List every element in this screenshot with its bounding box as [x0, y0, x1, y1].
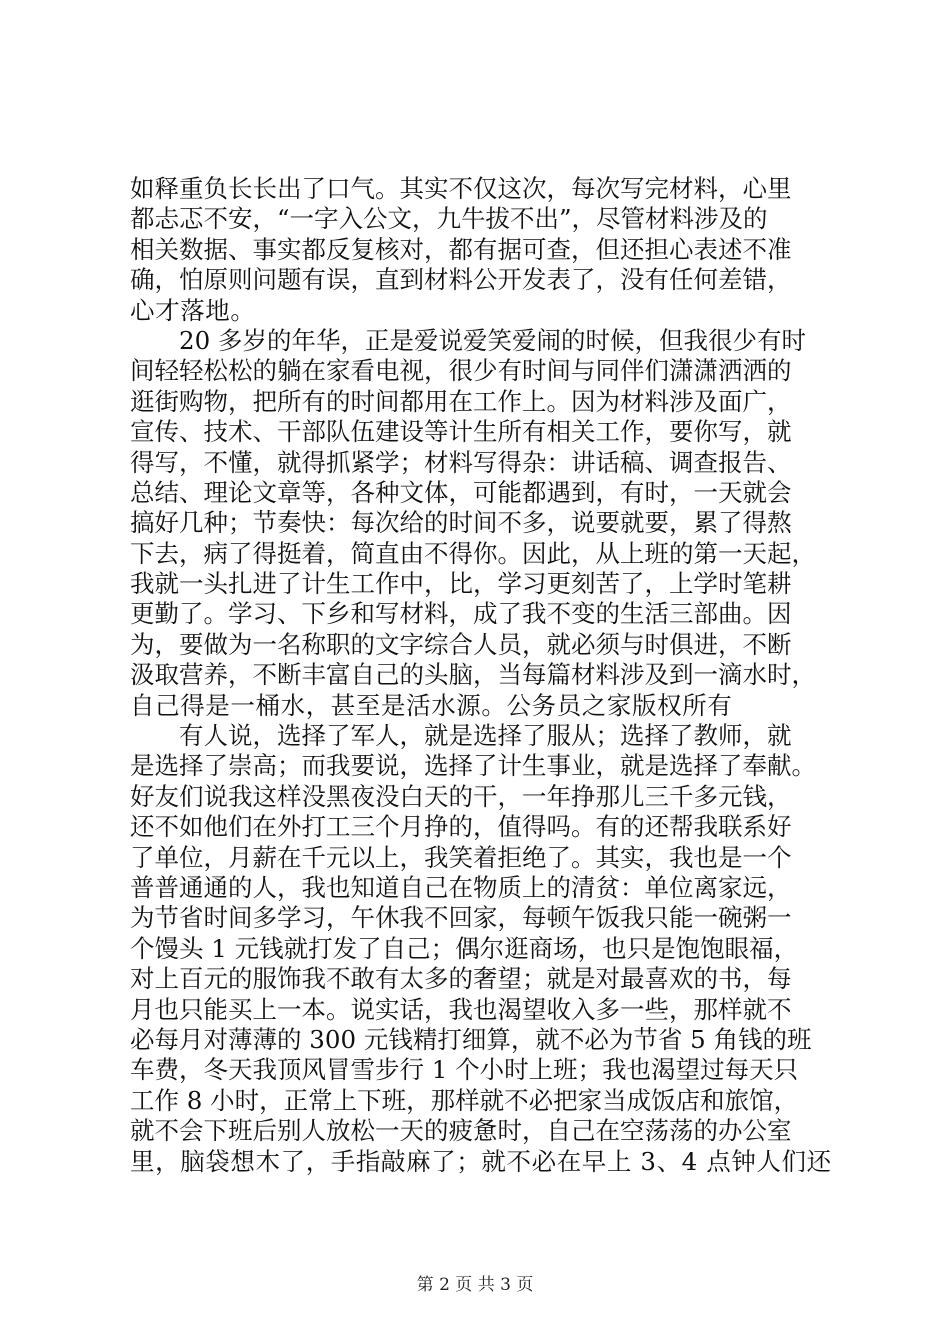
- text-line: 如释重负长长出了口气。其实不仅这次，每次写完材料，心里: [130, 174, 792, 203]
- text-line: 还不如他们在外打工三个月挣的，值得吗。有的还帮我联系好: [130, 812, 792, 842]
- text-line: 宣传、技术、干部队伍建设等计生所有相关工作，要你写，就: [130, 417, 792, 447]
- text-line: 是选择了崇高；而我要说，选择了计生事业，就是选择了奉献。: [130, 751, 816, 781]
- text-line: 普普通通的人，我也知道自己在物质上的清贫：单位离家远，: [130, 872, 792, 902]
- text-line: 月也只能买上一本。说实话，我也渴望收入多一些，那样就不: [130, 994, 792, 1024]
- page-footer: 第 2 页 共 3 页: [416, 1275, 534, 1295]
- text-line: 下去，病了得挺着，简直由不得你。因此，从上班的第一天起，: [130, 538, 816, 568]
- text-line: 为，要做为一名称职的文字综合人员，就必须与时俱进，不断: [130, 629, 792, 659]
- body-text: [130, 174, 846, 1177]
- text-line: 对上百元的服饰我不敢有太多的奢望；就是对最喜欢的书，每: [130, 964, 792, 994]
- text-line: 得写，不懂，就得抓紧学；材料写得杂：讲话稿、调查报告、: [130, 447, 792, 477]
- text-line: 里，脑袋想木了，手指敲麻了；就不必在早上 3、4 点钟人们还: [130, 1146, 832, 1176]
- text-line: 总结、理论文章等，各种文体，可能都遇到，有时，一天就会: [130, 477, 792, 507]
- text-line: 我就一头扎进了计生工作中，比，学习更刻苦了，上学时笔耕: [130, 569, 792, 599]
- text-line: 20 多岁的年华，正是爱说爱笑爱闹的时候，但我很少有时: [179, 325, 806, 355]
- text-line: 个馒头 1 元钱就打发了自己；偶尔逛商场，也只是饱饱眼福，: [130, 933, 799, 963]
- text-line: 车费，冬天我顶风冒雪步行 1 个小时上班；我也渴望过每天只: [130, 1055, 799, 1085]
- text-line: 好友们说我这样没黑夜没白天的干，一年挣那儿三千多元钱，: [130, 781, 792, 811]
- text-line: 心才落地。: [130, 295, 256, 325]
- text-line: 间轻轻松松的躺在家看电视，很少有时间与同伴们潇潇洒洒的: [130, 356, 792, 386]
- text-line: 就不会下班后别人放松一天的疲惫时，自己在空荡荡的办公室: [130, 1116, 792, 1146]
- text-line: 有人说，选择了军人，就是选择了服从；选择了教师，就: [179, 721, 792, 751]
- text-line: 自己得是一桶水，甚至是活水源。公务员之家版权所有: [130, 690, 733, 720]
- text-line: 工作 8 小时，正常上下班，那样就不必把家当成饭店和旅馆，: [130, 1085, 799, 1115]
- text-line: 了单位，月薪在千元以上，我笑着拒绝了。其实，我也是一个: [130, 842, 792, 872]
- text-line: 确，怕原则问题有误，直到材料公开发表了，没有任何差错，: [130, 265, 792, 295]
- text-line: 搞好几种；节奏快：每次给的时间不多，说要就要，累了得熬: [130, 508, 792, 538]
- text-line: 汲取营养，不断丰富自己的头脑，当每篇材料涉及到一滴水时，: [130, 660, 816, 690]
- text-line: 必每月对薄薄的 300 元钱精打细算，就不必为节省 5 角钱的班: [130, 1024, 812, 1054]
- text-line: 更勤了。学习、下乡和写材料，成了我不变的生活三部曲。因: [130, 599, 792, 629]
- text-line: 逛街购物，把所有的时间都用在工作上。因为材料涉及面广，: [130, 386, 792, 416]
- text-line: 为节省时间多学习，午休我不回家，每顿午饭我只能一碗粥一: [130, 903, 792, 933]
- text-line: 相关数据、事实都反复核对，都有据可查，但还担心表述不准: [130, 234, 792, 264]
- text-line: 都忐忑不安，“一字入公文，九牛拔不出”，尽管材料涉及的: [130, 204, 768, 234]
